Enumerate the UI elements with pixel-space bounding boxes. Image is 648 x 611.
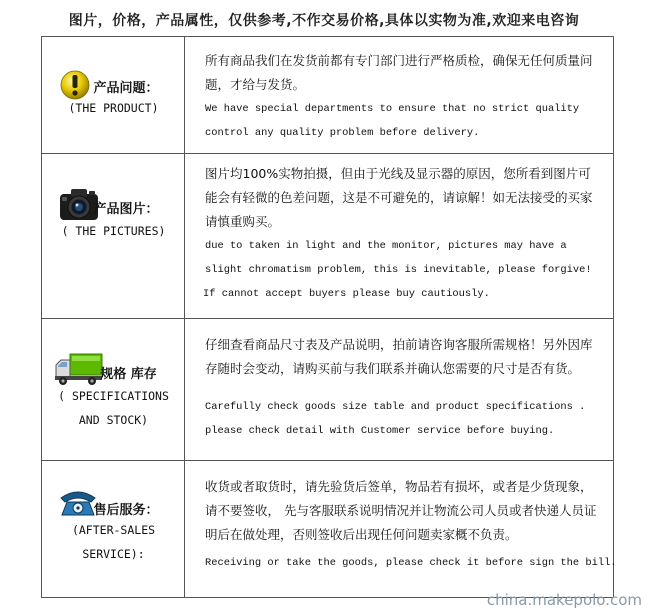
row-pictures-text-en-3: If cannot accept buyers please buy cautiously. [203,288,490,300]
row-specifications-label-cell [42,319,185,460]
row-after-sales-label-cn: 售后服务： [93,503,159,518]
row-pictures-label-cn: 产品图片： [93,202,159,217]
row-specifications-content [185,319,613,460]
row-pictures-content [185,154,613,318]
row-specifications-text-en-1: Carefully check goods size table and product specifications . [205,401,586,413]
row-product [42,37,613,154]
row-after-sales-text-cn: 收货或者取货时，请先验货后签单，物品若有损坏，或者是少货现象，请不要签收， 先与客服联系说明情况并让物流公司人员或者快递人员证明后在做处理，否则签收后出现任何问题卖家概不负责。 [205,479,597,542]
page-title: 图片，价格，产品属性，仅供参考,不作交易价格,具体以实物为准,欢迎来电咨询 [68,13,580,29]
row-after-sales-label-cell [42,461,185,597]
row-specifications-text-en-2: please check detail with Customer service before buying. [205,425,555,437]
row-after-sales-label-en-1: (AFTER-SALES [71,523,156,537]
row-pictures-text-en-2: slight chromatism problem, this is inevitable, please forgive! [205,264,592,276]
row-after-sales-label-en-2: SERVICE): [82,547,145,561]
row-product-label-cn: 产品问题： [93,81,159,96]
row-pictures-label-cell [42,154,185,318]
row-after-sales-content [185,461,617,597]
row-pictures-text-cn: 图片均100%实物拍摄，但由于光线及显示器的原因，您所看到图片可能会有轻微的色差问题，这是不可避免的，请谅解！如无法接受的买家请慎重购买。 [205,166,593,229]
row-pictures [42,154,613,319]
row-product-text-cn: 所有商品我们在发货前都有专门部门进行严格质检，确保无任何质量问题，才给与发货。 [205,53,593,92]
row-product-label-en: (THE PRODUCT) [68,101,159,115]
row-specifications [42,319,613,461]
row-specifications-text-cn: 仔细查看商品尺寸表及产品说明，拍前请咨询客服所需规格！另外因库存随时会变动，请购买前与我们联系并确认您需要的尺寸是否有货。 [205,337,593,376]
row-after-sales-text-en-1: Receiving or take the goods, please check it before sign the bill. [205,557,617,569]
row-pictures-label-en: ( THE PICTURES) [61,224,166,238]
row-product-text-en-1: We have special departments to ensure that no strict quality [205,103,580,115]
watermark: china.makepolo.com [486,591,642,609]
row-specifications-label-en-1: ( SPECIFICATIONS [58,389,169,403]
row-product-text-en-2: control any quality problem before delivery. [205,127,480,139]
row-specifications-label-cn: 规格 库存 [100,367,157,382]
row-pictures-text-en-1: due to taken in light and the monitor, pictures may have a [205,240,567,252]
row-specifications-label-en-2: AND STOCK) [78,413,149,427]
row-after-sales [42,461,617,597]
info-table [41,36,617,598]
row-product-label-cell [42,37,185,153]
row-product-content [185,37,613,153]
